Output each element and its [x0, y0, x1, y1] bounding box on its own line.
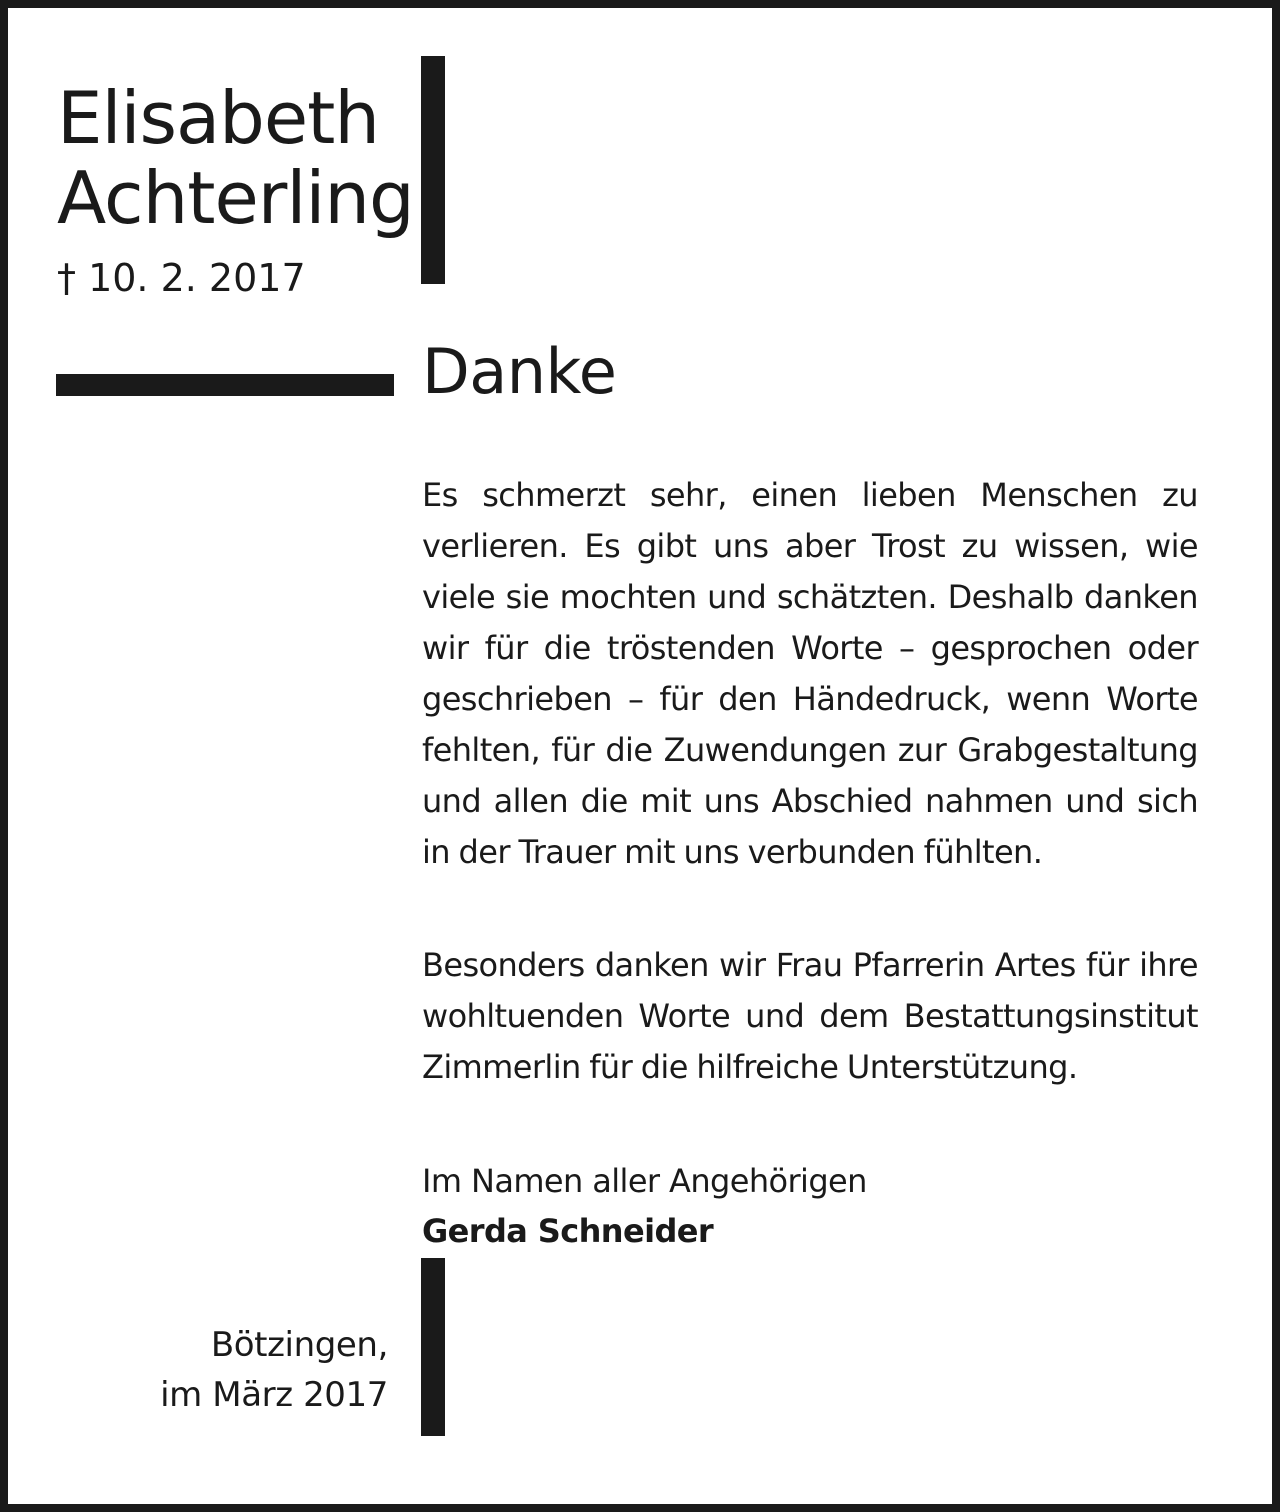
deceased-last-name: Achterling: [57, 156, 414, 240]
horizontal-bar: [56, 374, 394, 396]
signature-name: Gerda Schneider: [422, 1212, 714, 1250]
deceased-first-name: Elisabeth: [57, 76, 379, 160]
vertical-bar-top: [421, 56, 445, 284]
deceased-name: [57, 78, 414, 238]
vertical-bar-bottom: [421, 1258, 445, 1436]
thanks-paragraph-1: Es schmerzt sehr, einen lieben Menschen zu verlieren. Es gibt uns aber Trost zu wissen, wie viele sie mochten und schätzten. Deshalb danken wir für die tröstenden Worte – gesprochen oder geschrieben – für den Händedruck, wenn Worte fehlten, für die Zuwendungen zur Grabgestaltung und allen die mit uns Abschied nahmen und sich in der Trauer mit uns verbunden fühlten.: [422, 476, 1198, 871]
signature-intro: Im Namen aller Angehörigen: [422, 1162, 867, 1200]
thanks-paragraph-2: Besonders danken wir Frau Pfarrerin Artes für ihre wohltuenden Worte und dem Bestattungsinstitut Zimmerlin für die hilfreiche Unterstützung.: [422, 946, 1198, 1086]
place-and-date: [160, 1320, 388, 1420]
headline-thanks: Danke: [422, 335, 617, 408]
death-date: † 10. 2. 2017: [57, 256, 306, 300]
place-town: Bötzingen,: [210, 1325, 388, 1365]
place-date: im März 2017: [160, 1375, 388, 1415]
